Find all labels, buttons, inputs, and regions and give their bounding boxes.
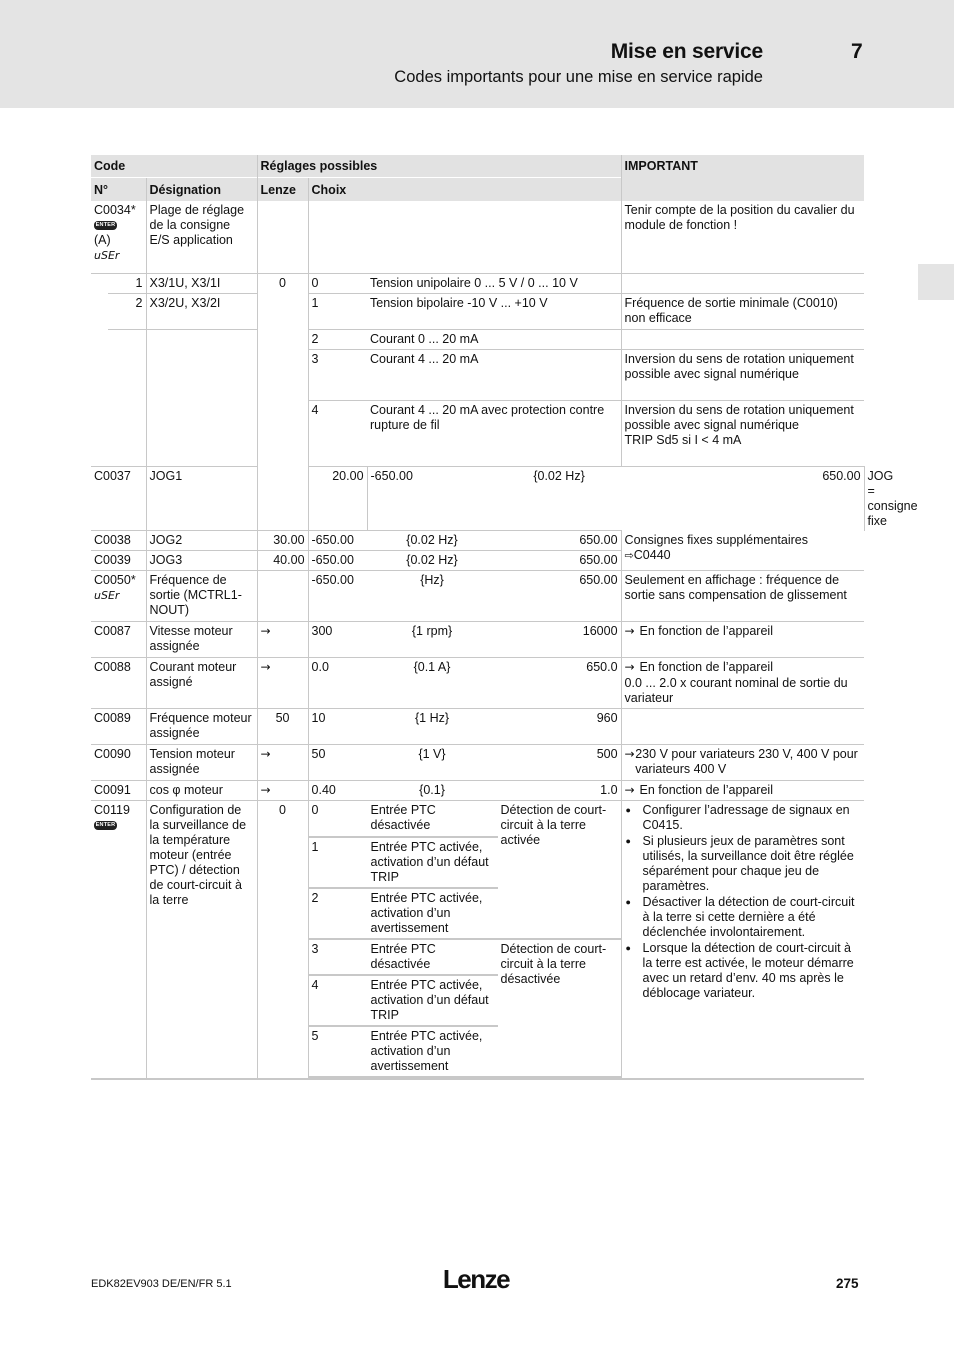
- range-unit: {1 V}: [367, 745, 497, 781]
- range-min: -650.00: [308, 571, 367, 622]
- arrow-right-icon: →: [624, 624, 635, 638]
- arrow-right-icon: →: [260, 747, 271, 761]
- choice-important: Inversion du sens de rotation uniquement possible avec signal numérique TRIP Sd5 si I < 4 mA: [621, 400, 864, 466]
- important-jog-2: Consignes fixes supplémentaires ⇨C0440: [621, 531, 864, 571]
- col-head-settings: Réglages possibles: [257, 155, 621, 177]
- designation: JOG3: [146, 551, 257, 571]
- section-subtitle: Codes importants pour une mise en service rapide: [394, 68, 763, 86]
- choice-text: Entrée PTC activée, activation d’un défaut TRIP: [368, 837, 498, 888]
- range-max: 650.0: [497, 658, 621, 709]
- table-row-c0090: [91, 745, 864, 781]
- range-max: 650.00: [497, 531, 621, 551]
- table-row-c0037: C0037 JOG1 20.00 -650.00 {0.02 Hz} 650.00 JOG = consigne fixe: [91, 466, 864, 531]
- reference-link[interactable]: C0440: [633, 547, 671, 562]
- designation: Vitesse moteur assignée: [146, 622, 257, 658]
- range-min: 10: [308, 709, 367, 745]
- choice-no: 3: [309, 939, 368, 975]
- table-row-c0034: [91, 201, 864, 273]
- designation: JOG2: [146, 531, 257, 551]
- lenze-value: 0: [257, 801, 308, 1080]
- range-max: 650.00: [621, 466, 864, 531]
- code-c0087: C0087: [91, 622, 146, 658]
- choice-text: Entrée PTC activée, activation d’un avertissement: [368, 1026, 498, 1077]
- table-row-c0034-sub2: [91, 293, 864, 329]
- header-band: [0, 0, 954, 108]
- range-max: 650.00: [497, 551, 621, 571]
- table-row-c0087: [91, 622, 864, 658]
- code-cell-c0034: [91, 201, 146, 273]
- arrow-right-icon: →: [260, 783, 271, 797]
- choice-no: 1: [308, 293, 367, 329]
- designation: cos φ moteur: [146, 781, 257, 801]
- choice-text: Entrée PTC activée, activation d’un avertissement: [368, 888, 498, 939]
- choice-text: Tension bipolaire -10 V ... +10 V: [367, 293, 621, 329]
- arrow-right-icon: →: [624, 783, 635, 797]
- range-unit: {1 Hz}: [367, 709, 497, 745]
- page-number: 275: [836, 1276, 859, 1291]
- sub-name-1: X3/1U, X3/1I: [146, 273, 257, 293]
- range-max: 960: [497, 709, 621, 745]
- col-head-no: N°: [91, 177, 146, 201]
- table-row-c0034-sub1: [91, 273, 864, 293]
- lenze-value: 20.00: [308, 466, 367, 531]
- code-cell-c0050: [91, 571, 146, 622]
- choice-text: Courant 4 ... 20 mA: [367, 349, 621, 400]
- choice-text: Entrée PTC activée, activation d’un défaut TRIP: [368, 975, 498, 1026]
- designation-c0034: Plage de réglage de la consigne E/S application: [146, 201, 257, 273]
- choice-text: Courant 0 ... 20 mA: [367, 329, 621, 349]
- designation: Configuration de la surveillance de la température moteur (entrée PTC) / détection de court-circuit à la terre: [146, 801, 257, 1080]
- range-max: 16000: [497, 622, 621, 658]
- enter-key-icon: ENTER: [95, 222, 116, 229]
- reference-arrow-icon: ⇨: [624, 548, 634, 562]
- range-min: 0.40: [308, 781, 367, 801]
- bullet-item: ● Désactiver la détection de court-circuit à la terre si cette dernière a été déclenchée involontairement.: [625, 895, 862, 940]
- choice-important: Inversion du sens de rotation uniquement possible avec signal numérique: [621, 349, 864, 400]
- code-c0090: C0090: [91, 745, 146, 781]
- lenze-value: 50: [257, 709, 308, 745]
- range-unit: {0.02 Hz}: [497, 466, 621, 531]
- range-unit: {0.1 A}: [367, 658, 497, 709]
- choice-important: Fréquence de sortie minimale (C0010) non efficace: [621, 293, 864, 329]
- choice-no: 0: [309, 801, 368, 837]
- table-row-c0119: [91, 801, 864, 1080]
- codes-table: [91, 155, 918, 1080]
- choice-text: Courant 4 ... 20 mA avec protection contre rupture de fil: [367, 400, 621, 466]
- sub-no-2: 2: [108, 293, 146, 329]
- range-min: 300: [308, 622, 367, 658]
- choice-no: 2: [308, 329, 367, 349]
- code-c0038: C0038: [91, 531, 146, 551]
- choice-text: Entrée PTC désactivée: [368, 939, 498, 975]
- choice-important: [621, 329, 864, 349]
- table-row-c0088: [91, 658, 864, 709]
- code-c0039: C0039: [91, 551, 146, 571]
- choice-no: 4: [309, 975, 368, 1026]
- range-unit: {Hz}: [367, 571, 497, 622]
- sub-name-2: X3/2U, X3/2I: [146, 293, 257, 329]
- table-row-c0089: [91, 709, 864, 745]
- choice-no: 3: [308, 349, 367, 400]
- table-row-c0091: [91, 781, 864, 801]
- range-max: 500: [497, 745, 621, 781]
- enter-key-icon: ENTER: [95, 822, 116, 829]
- code-c0091: C0091: [91, 781, 146, 801]
- important: Seulement en affichage : fréquence de sortie sans compensation de glissement: [621, 571, 864, 622]
- choice-text: Entrée PTC désactivée: [368, 801, 498, 837]
- range-unit: {0.02 Hz}: [367, 531, 497, 551]
- important: → En fonction de l’appareil: [621, 622, 864, 658]
- lenze-value: 30.00: [257, 531, 308, 551]
- arrow-right-icon: →: [624, 660, 635, 674]
- c0119-choices: [308, 801, 621, 1080]
- code-c0050: C0050*: [94, 573, 136, 587]
- range-max: 650.00: [497, 571, 621, 622]
- group-label-1: Détection de court-circuit à la terre activée: [498, 801, 622, 939]
- choice-no: 2: [309, 888, 368, 939]
- user-menu-mark: uSEr: [94, 249, 120, 262]
- table-row-c0050: [91, 571, 864, 622]
- range-max: 1.0: [497, 781, 621, 801]
- important-c0119: [621, 801, 864, 1080]
- important: → 230 V pour variateurs 230 V, 400 V pour variateurs 400 V: [621, 745, 864, 781]
- designation: Courant moteur assigné: [146, 658, 257, 709]
- code-cell-c0119: [91, 801, 146, 1080]
- col-head-important: IMPORTANT: [621, 155, 864, 201]
- designation: JOG1: [146, 466, 257, 531]
- lenze-c0034: 0: [257, 273, 308, 531]
- range-min: -650.00: [308, 531, 367, 551]
- arrow-right-icon: →: [260, 660, 271, 674]
- chapter-number: 7: [851, 40, 863, 63]
- code-c0088: C0088: [91, 658, 146, 709]
- choice-text: Tension unipolaire 0 ... 5 V / 0 ... 10 V: [367, 273, 621, 293]
- bullet-item: ● Lorsque la détection de court-circuit à la terre est activée, le moteur démarre avec un retard d’env. 40 ms après le déblocage variateur.: [625, 941, 862, 1001]
- designation: Fréquence moteur assignée: [146, 709, 257, 745]
- col-head-code: Code: [91, 155, 257, 177]
- bullet-item: ● Configurer l’adressage de signaux en C0415.: [625, 803, 862, 833]
- important: → En fonction de l’appareil: [621, 781, 864, 801]
- range-min: 50: [308, 745, 367, 781]
- designation: Tension moteur assignée: [146, 745, 257, 781]
- svg-text:Lenze: Lenze: [442, 1264, 510, 1294]
- lenze-value: 40.00: [257, 551, 308, 571]
- sub-no-1: 1: [108, 273, 146, 293]
- arrow-right-icon: →: [260, 624, 271, 638]
- code-c0037: C0037: [91, 466, 146, 531]
- document-id: EDK82EV903 DE/EN/FR 5.1: [91, 1278, 232, 1290]
- range-unit: {0.1}: [367, 781, 497, 801]
- range-unit: {1 rpm}: [367, 622, 497, 658]
- chapter-title: Mise en service: [610, 40, 763, 63]
- range-min: 0.0: [308, 658, 367, 709]
- range-min: -650.00: [308, 551, 367, 571]
- choice-no: 5: [309, 1026, 368, 1077]
- table-row-c0038: [91, 531, 864, 551]
- important-c0034: Tenir compte de la position du cavalier du module de fonction !: [621, 201, 864, 273]
- col-head-lenze: Lenze: [257, 177, 308, 201]
- important: → En fonction de l’appareil 0.0 ... 2.0 x courant nominal de sortie du variateur: [621, 658, 864, 709]
- table-header-row: [91, 155, 864, 177]
- code-c0034: C0034*: [94, 203, 136, 217]
- range-min: -650.00: [367, 466, 497, 531]
- arrow-right-icon: →: [624, 747, 635, 761]
- col-head-designation: Désignation: [146, 177, 257, 201]
- choice-no: 4: [308, 400, 367, 466]
- choice-no: 0: [308, 273, 367, 293]
- user-menu-mark: uSEr: [94, 589, 120, 602]
- col-head-choix: Choix: [308, 177, 621, 201]
- code-c0089: C0089: [91, 709, 146, 745]
- choice-no: 1: [309, 837, 368, 888]
- lenze-logo: [436, 1264, 516, 1294]
- range-unit: {0.02 Hz}: [367, 551, 497, 571]
- code-c0034-a: (A): [94, 233, 111, 247]
- side-tab-marker: [918, 264, 954, 300]
- designation: Fréquence de sortie (MCTRL1-NOUT): [146, 571, 257, 622]
- bullet-item: ● Si plusieurs jeux de paramètres sont utilisés, la surveillance doit être réglée séparément pour chaque jeu de paramètres.: [625, 834, 862, 894]
- choice-important: [621, 273, 864, 293]
- group-label-2: Détection de court-circuit à la terre désactivée: [498, 939, 622, 1077]
- code-c0119: C0119: [94, 803, 130, 817]
